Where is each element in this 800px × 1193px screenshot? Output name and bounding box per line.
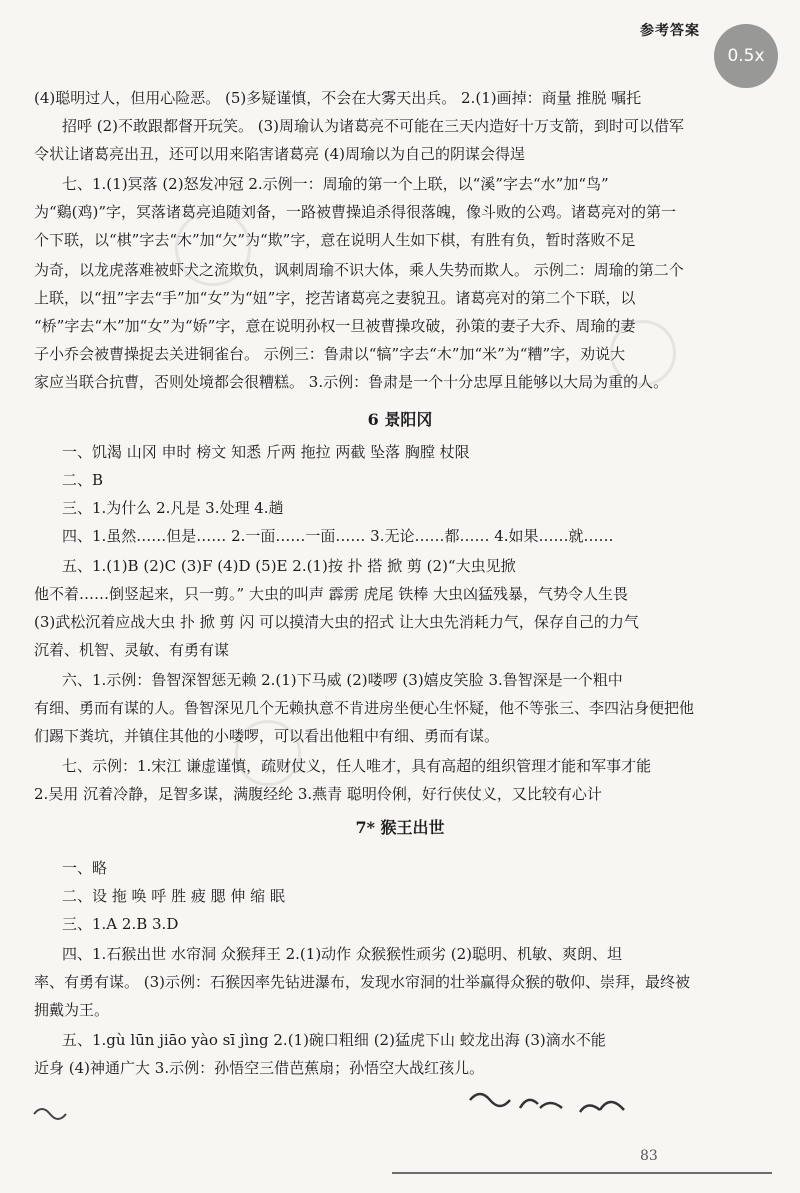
answer-line: 个下联，以“棋”字去“木”加“欠”为“欺”字，意在说明人生如下棋，有胜有负，暂时落败不足 — [34, 231, 636, 249]
answer-line: 三、1.为什么 2.凡是 3.处理 4.趟 — [62, 499, 284, 517]
answer-line: 2.吴用 沉着冷静，足智多谋，满腹经纶 3.燕青 聪明伶俐，好行侠仗义，又比较有心计 — [34, 785, 602, 803]
answer-line: 们踢下粪坑，并镇住其他的小喽啰，可以看出他粗中有细、勇而有谋。 — [34, 727, 500, 745]
answer-line: 招呼 (2)不敢跟都督开玩笑。 (3)周瑜认为诸葛亮不可能在三天内造好十万支箭，到时可以借军 — [62, 117, 685, 135]
answer-line: 他不着……倒竖起来，只一剪。” 大虫的叫声 霹雳 虎尾 铁棒 大虫凶猛残暴，气势令人生畏 — [34, 585, 629, 603]
header-label: 参考答案 — [640, 23, 700, 39]
decorative-ornament-icon — [0, 1078, 800, 1138]
zoom-badge[interactable]: 0.5x — [714, 24, 778, 88]
answer-line: 一、略 — [62, 859, 108, 877]
answer-line: 一、饥渴 山冈 申时 榜文 知悉 斤两 拖拉 两截 坠落 胸膛 杖限 — [62, 443, 470, 461]
section-title: 6 景阳冈 — [367, 410, 433, 429]
answer-line: 四、1.石猴出世 水帘洞 众猴拜王 2.(1)动作 众猴猴性顽劣 (2)聪明、机敏、爽朗、坦 — [62, 945, 622, 963]
answer-line: 令状让诸葛亮出丑，还可以用来陷害诸葛亮 (4)周瑜以为自己的阴谋会得逞 — [34, 145, 526, 163]
answer-line: 七、示例：1.宋江 谦虚谨慎，疏财仗义，任人唯才，具有高超的组织管理才能和军事才能 — [62, 757, 652, 775]
answer-line: 有细、勇而有谋的人。鲁智深见几个无赖执意不肯进房坐便心生怀疑，他不等张三、李四沾身便把他 — [34, 699, 695, 717]
answer-line: 拥戴为王。 — [34, 1001, 110, 1019]
answer-line: “桥”字去“木”加“女”为“娇”字，意在说明孙权一旦被曹操攻破，孙策的妻子大乔、周瑜的妻 — [34, 317, 636, 335]
answer-line: 沉着、机智、灵敏、有勇有谋 — [34, 641, 230, 659]
answer-line: 率、有勇有谋。 (3)示例：石猴因率先钻进瀑布，发现水帘洞的壮举赢得众猴的敬仰、崇拜，最终被 — [34, 973, 691, 991]
answer-line: 六、1.示例：鲁智深智惩无赖 2.(1)下马威 (2)喽啰 (3)嬉皮笑脸 3.鲁智深是一个粗中 — [62, 671, 623, 689]
answer-line: 家应当联合抗曹，否则处境都会很糟糕。 3.示例：鲁肃是一个十分忠厚且能够以大局为重的人。 — [34, 373, 669, 391]
answer-line: 近身 (4)神通广大 3.示例：孙悟空三借芭蕉扇；孙悟空大战红孩儿。 — [34, 1059, 485, 1077]
answer-line: 四、1.虽然……但是…… 2.一面……一面…… 3.无论……都…… 4.如果……就…… — [62, 527, 614, 545]
answer-line: 上联，以“扭”字去“手”加“女”为“妞”字，挖苦诸葛亮之妻貌丑。诸葛亮对的第二个下联，以 — [34, 289, 636, 307]
page-number: 83 — [640, 1148, 658, 1164]
answer-line: 三、1.A 2.B 3.D — [62, 915, 179, 933]
section-title: 7* 猴王出世 — [355, 818, 445, 837]
answer-line: (3)武松沉着应战大虫 扑 掀 剪 闪 可以摸清大虫的招式 让大虫先消耗力气，保存自己的力气 — [34, 613, 639, 631]
answer-line: 二、B — [62, 471, 104, 489]
answer-line: 为“鷄(鸡)”字，冥落诸葛亮追随刘备，一路被曹操追杀得很落魄，像斗败的公鸡。诸葛亮对的第一 — [34, 203, 677, 221]
answer-line: (4)聪明过人，但用心险恶。 (5)多疑谨慎，不会在大雾天出兵。 2.(1)画掉：商量 推脱 嘱托 — [34, 89, 642, 107]
answer-line: 子小乔会被曹操捉去关进铜雀台。 示例三：鲁肃以“犒”字去“木”加“米”为“糟”字，劝说大 — [34, 345, 626, 363]
answer-line: 为奇，以龙虎落难被虾犬之流欺负，讽刺周瑜不识大体，乘人失势而欺人。 示例二：周瑜的第二个 — [34, 261, 684, 279]
bottom-rule — [392, 1172, 772, 1174]
answer-line: 七、1.(1)冥落 (2)怒发冲冠 2.示例一：周瑜的第一个上联，以“溪”字去“水”加“鸟” — [62, 175, 609, 193]
answer-line: 五、1.(1)B (2)C (3)F (4)D (5)E 2.(1)按 扑 搭 掀 剪 (2)“大虫见掀 — [62, 557, 516, 575]
answer-line: 二、设 拖 唤 呼 胜 疲 腮 伸 缩 眠 — [62, 887, 285, 905]
answer-line: 五、1.gù lūn jiāo yào sī jìng 2.(1)碗口粗细 (2)猛虎下山 蛟龙出海 (3)滴水不能 — [62, 1031, 606, 1049]
